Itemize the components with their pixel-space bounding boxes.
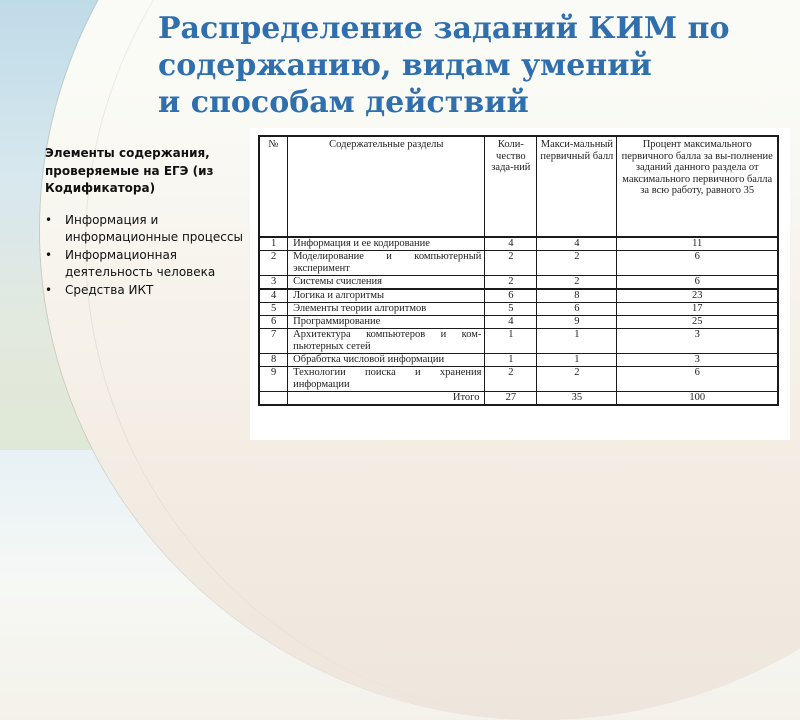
cell-number: 4 xyxy=(259,289,288,303)
cell-section: Элементы теории алгоритмов xyxy=(288,303,485,316)
bullet-icon: • xyxy=(45,282,53,297)
cell-max: 8 xyxy=(537,289,617,303)
cell-max: 4 xyxy=(537,237,617,251)
kim-distribution-table xyxy=(258,135,779,406)
cell-percent: 3 xyxy=(617,329,778,354)
cell-max: 9 xyxy=(537,316,617,329)
total-percent: 100 xyxy=(617,392,778,406)
total-max: 35 xyxy=(537,392,617,406)
header-number: № xyxy=(259,136,288,237)
cell-section: Технологии поиска и хранения информации xyxy=(288,367,485,392)
list-item xyxy=(45,212,255,247)
table-row xyxy=(259,367,778,392)
cell-number: 1 xyxy=(259,237,288,251)
cell-percent: 6 xyxy=(617,251,778,276)
cell-percent: 6 xyxy=(617,276,778,290)
cell-number: 8 xyxy=(259,354,288,367)
list-item-text: Информация и информационные процессы xyxy=(65,212,243,244)
cell-count: 1 xyxy=(485,354,537,367)
cell-count: 4 xyxy=(485,237,537,251)
cell-section: Моделирование и компьютерный эксперимент xyxy=(288,251,485,276)
cell-section: Программирование xyxy=(288,316,485,329)
title-line-2: содержанию, видам умений xyxy=(158,48,652,83)
cell-section: Информация и ее кодирование xyxy=(288,237,485,251)
content-elements-heading: Элементы содержания, проверяемые на ЕГЭ (из Кодификатора) xyxy=(45,146,214,195)
table-header-row xyxy=(259,136,778,237)
table-row xyxy=(259,354,778,367)
table-row xyxy=(259,316,778,329)
content-elements-list xyxy=(45,212,255,300)
table-total-row xyxy=(259,392,778,406)
cell-count: 2 xyxy=(485,276,537,290)
cell-section: Системы счисления xyxy=(288,276,485,290)
bullet-icon: • xyxy=(45,247,53,262)
table-row xyxy=(259,329,778,354)
cell-section: Логика и алгоритмы xyxy=(288,289,485,303)
cell-max: 1 xyxy=(537,329,617,354)
kim-table-image xyxy=(250,128,790,440)
cell-percent: 25 xyxy=(617,316,778,329)
cell-count: 2 xyxy=(485,251,537,276)
table-row xyxy=(259,276,778,290)
cell-section: Архитектура компьютеров и ком-пьютерных сетей xyxy=(288,329,485,354)
cell-percent: 3 xyxy=(617,354,778,367)
cell-percent: 11 xyxy=(617,237,778,251)
cell-max: 2 xyxy=(537,251,617,276)
cell-max: 2 xyxy=(537,276,617,290)
table-row xyxy=(259,251,778,276)
table-row xyxy=(259,289,778,303)
total-label: Итого xyxy=(288,392,485,406)
cell-count: 4 xyxy=(485,316,537,329)
cell-number: 9 xyxy=(259,367,288,392)
cell-percent: 6 xyxy=(617,367,778,392)
cell-number: 6 xyxy=(259,316,288,329)
total-count: 27 xyxy=(485,392,537,406)
header-sections: Содержательные разделы xyxy=(288,136,485,237)
table-row xyxy=(259,303,778,316)
cell-max: 6 xyxy=(537,303,617,316)
list-item-text: Информационная деятельность человека xyxy=(65,247,216,279)
list-item xyxy=(45,247,255,282)
cell-max: 2 xyxy=(537,367,617,392)
cell-number-empty xyxy=(259,392,288,406)
cell-count: 5 xyxy=(485,303,537,316)
cell-number: 2 xyxy=(259,251,288,276)
cell-section: Обработка числовой информации xyxy=(288,354,485,367)
cell-count: 2 xyxy=(485,367,537,392)
slide-title xyxy=(158,10,778,121)
table-row xyxy=(259,237,778,251)
header-percent: Процент максимального первичного балла за вы-полнение заданий данного раздела от максимального первичного балла за всю работу, равного 35 xyxy=(617,136,778,237)
cell-number: 5 xyxy=(259,303,288,316)
list-item xyxy=(45,282,255,300)
cell-max: 1 xyxy=(537,354,617,367)
list-item-text: Средства ИКТ xyxy=(65,282,154,297)
content-elements-panel xyxy=(45,145,255,299)
title-line-1: Распределение заданий КИМ по xyxy=(158,11,730,46)
cell-percent: 17 xyxy=(617,303,778,316)
bullet-icon: • xyxy=(45,212,53,227)
header-max-score: Макси-мальный первичный балл xyxy=(537,136,617,237)
header-task-count: Коли-чество зада-ний xyxy=(485,136,537,237)
cell-number: 3 xyxy=(259,276,288,290)
cell-percent: 23 xyxy=(617,289,778,303)
cell-count: 6 xyxy=(485,289,537,303)
cell-count: 1 xyxy=(485,329,537,354)
cell-number: 7 xyxy=(259,329,288,354)
title-line-3: и способам действий xyxy=(158,85,529,120)
